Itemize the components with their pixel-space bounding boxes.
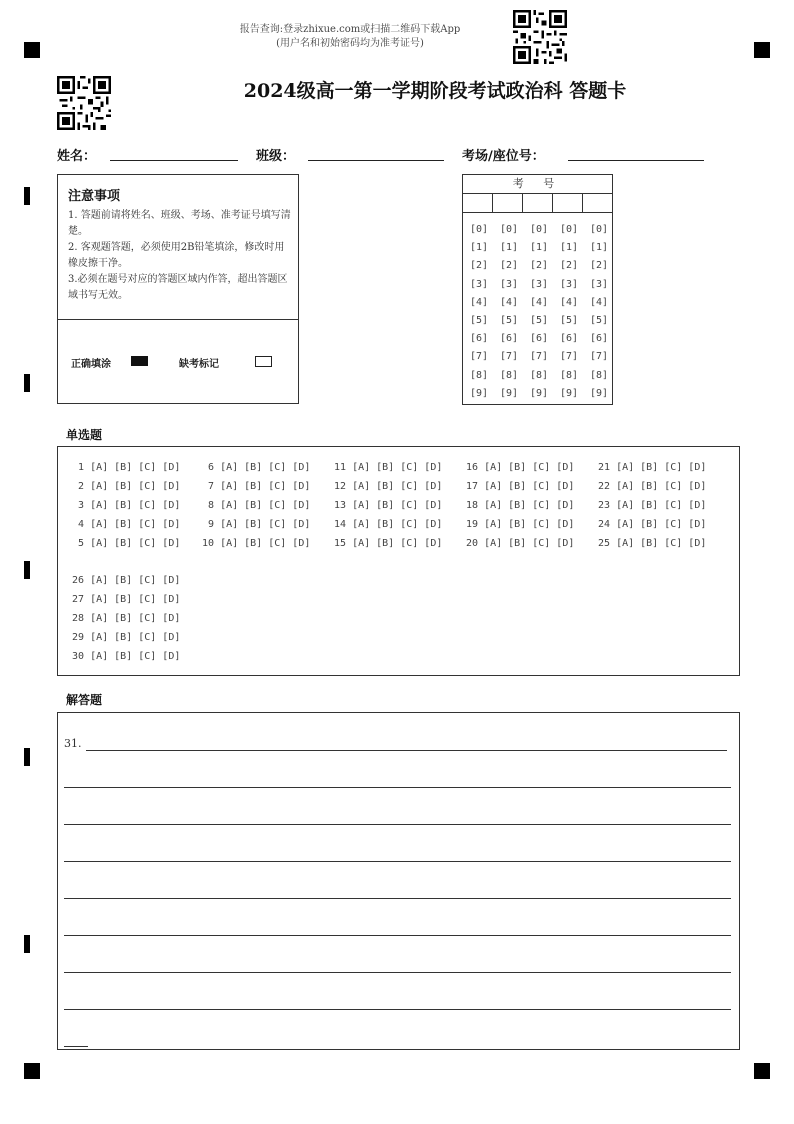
question-item[interactable]: [72, 575, 180, 587]
question-item[interactable]: [202, 481, 310, 493]
notice-item: 2. 客观题答题，必须使用2B铅笔填涂，修改时用橡皮擦干净。: [68, 242, 285, 269]
exam-id-bubble[interactable]: [7]: [589, 351, 609, 363]
exam-id-bubble[interactable]: [5]: [499, 315, 519, 327]
exam-id-bubble[interactable]: [1]: [559, 242, 579, 254]
answer-options[interactable]: [A] [B] [C] [D]: [616, 481, 707, 492]
exam-id-bubble[interactable]: [3]: [559, 278, 579, 290]
question-number: 15: [334, 538, 353, 549]
question-item[interactable]: [202, 462, 310, 474]
question-number: 23: [598, 500, 617, 511]
report-query-line1: 报告查询:登录zhixue.com或扫描二维码下载App: [239, 24, 461, 35]
exam-id-bubble[interactable]: [0]: [559, 224, 579, 235]
answer-options[interactable]: [A] [B] [C] [D]: [352, 500, 443, 511]
answer-options[interactable]: [A] [B] [C] [D]: [90, 538, 181, 549]
answer-options[interactable]: [A] [B] [C] [D]: [616, 538, 707, 549]
notice-title: 注意事项: [68, 189, 121, 204]
question-item[interactable]: [466, 538, 574, 550]
exam-id-bubble[interactable]: [3]: [589, 278, 609, 290]
timing-mark: [24, 561, 30, 579]
exam-id-bubble[interactable]: [6]: [469, 333, 489, 345]
exam-id-bubble[interactable]: [7]: [499, 351, 519, 363]
exam-id-bubble[interactable]: [7]: [529, 351, 549, 363]
exam-id-cell[interactable]: [523, 194, 553, 212]
answer-options[interactable]: [A] [B] [C] [D]: [220, 462, 311, 473]
exam-id-cell[interactable]: [583, 194, 612, 212]
exam-id-bubble[interactable]: [4]: [499, 296, 519, 308]
answer-sheet-title: 2024级高一第一学期阶段考试政治科 答题卡: [243, 80, 627, 102]
answer-line[interactable]: [64, 935, 731, 936]
question-item[interactable]: [72, 500, 180, 512]
exam-id-bubble[interactable]: [8]: [529, 369, 549, 381]
question-item[interactable]: [202, 538, 310, 550]
exam-id-bubble[interactable]: [9]: [499, 387, 519, 399]
question-item[interactable]: [72, 651, 180, 663]
answer-options[interactable]: [A] [B] [C] [D]: [484, 519, 575, 530]
answer-options[interactable]: [A] [B] [C] [D]: [90, 594, 181, 605]
exam-id-bubble[interactable]: [6]: [559, 333, 579, 345]
notice-box: [57, 174, 299, 404]
question-item[interactable]: [72, 481, 180, 493]
exam-id-bubble[interactable]: [3]: [469, 278, 489, 290]
exam-id-bubble[interactable]: [0]: [499, 224, 519, 235]
exam-id-bubble[interactable]: [0]: [529, 224, 549, 235]
exam-id-bubble[interactable]: [5]: [589, 315, 609, 327]
answer-options[interactable]: [A] [B] [C] [D]: [90, 632, 181, 643]
exam-id-bubble[interactable]: [6]: [589, 333, 609, 345]
single-choice-title: 单选题: [66, 428, 103, 442]
question-item[interactable]: [334, 519, 442, 531]
question-item[interactable]: [334, 481, 442, 493]
exam-id-bubble[interactable]: [2]: [589, 260, 609, 272]
question-number: 30: [72, 651, 91, 662]
question-number: 20: [466, 538, 485, 549]
exam-id-bubble[interactable]: [9]: [589, 387, 609, 399]
name-field[interactable]: [110, 160, 238, 161]
answer-line[interactable]: [64, 1046, 88, 1047]
question-number: 7: [202, 481, 221, 492]
question-item[interactable]: [72, 632, 180, 644]
exam-id-bubble[interactable]: [8]: [559, 369, 579, 381]
exam-id-bubble[interactable]: [9]: [529, 387, 549, 399]
report-query-note: [215, 23, 485, 51]
answer-options[interactable]: [A] [B] [C] [D]: [90, 481, 181, 492]
answer-options[interactable]: [A] [B] [C] [D]: [220, 538, 311, 549]
question-item[interactable]: [466, 519, 574, 531]
exam-id-bubble[interactable]: [0]: [589, 224, 609, 235]
answer-options[interactable]: [A] [B] [C] [D]: [352, 481, 443, 492]
exam-id-cell[interactable]: [463, 194, 493, 212]
question-number: 3: [72, 500, 91, 511]
exam-id-bubble[interactable]: [0]: [469, 224, 489, 235]
question-item[interactable]: [598, 500, 706, 512]
question-number: 16: [466, 462, 485, 473]
answer-options[interactable]: [A] [B] [C] [D]: [616, 462, 707, 473]
class-label: 班级：: [256, 149, 296, 164]
exam-id-title: 考 号: [463, 175, 612, 194]
answer-options[interactable]: [A] [B] [C] [D]: [352, 519, 443, 530]
question-number: 21: [598, 462, 617, 473]
question-number: 1: [72, 462, 91, 473]
exam-id-column: [587, 221, 611, 403]
question-item[interactable]: [72, 613, 180, 625]
timing-mark: [24, 187, 30, 205]
question-number: 26: [72, 575, 91, 586]
question-number: 6: [202, 462, 221, 473]
exam-id-bubble[interactable]: [4]: [589, 296, 609, 308]
notice-text: [68, 208, 292, 304]
timing-mark: [24, 748, 30, 766]
answer-options[interactable]: [A] [B] [C] [D]: [90, 575, 181, 586]
answer-line[interactable]: [64, 787, 731, 788]
question-item[interactable]: [598, 481, 706, 493]
single-choice-area: [57, 446, 740, 676]
answer-line[interactable]: [64, 824, 731, 825]
exam-id-bubble[interactable]: [8]: [469, 369, 489, 381]
answer-options[interactable]: [A] [B] [C] [D]: [90, 651, 181, 662]
question-number: 22: [598, 481, 617, 492]
answer-line[interactable]: [64, 898, 731, 899]
question-item[interactable]: [72, 594, 180, 606]
exam-id-bubble[interactable]: [1]: [529, 242, 549, 254]
answer-options[interactable]: [A] [B] [C] [D]: [352, 462, 443, 473]
answer-options[interactable]: [A] [B] [C] [D]: [220, 481, 311, 492]
exam-id-bubble[interactable]: [9]: [559, 387, 579, 399]
question-item[interactable]: [202, 500, 310, 512]
notice-item: 1. 答题前请将姓名、班级、考场、准考证号填写清楚。: [68, 210, 291, 237]
question-item[interactable]: [598, 538, 706, 550]
question-number: 5: [72, 538, 91, 549]
answer-line[interactable]: [64, 972, 731, 973]
notice-item: 3.必须在题号对应的答题区域内作答，超出答题区域书写无效。: [68, 274, 288, 301]
exam-id-bubble[interactable]: [5]: [529, 315, 549, 327]
class-field[interactable]: [308, 160, 444, 161]
registration-mark-top-right: [754, 42, 770, 58]
exam-id-write-cells: [463, 194, 612, 213]
question-item[interactable]: [334, 538, 442, 550]
question-number: 19: [466, 519, 485, 530]
correct-fill-sample: [131, 356, 148, 366]
exam-id-bubble[interactable]: [6]: [529, 333, 549, 345]
answer-options[interactable]: [A] [B] [C] [D]: [90, 519, 181, 530]
exam-id-column: [527, 221, 551, 403]
exam-id-bubble[interactable]: [7]: [559, 351, 579, 363]
exam-id-column: [497, 221, 521, 403]
exam-id-bubble[interactable]: [1]: [499, 242, 519, 254]
exam-id-column: [467, 221, 491, 403]
answer-line[interactable]: [86, 750, 727, 751]
question-item[interactable]: [334, 500, 442, 512]
question-number: 14: [334, 519, 353, 530]
absent-mark-checkbox[interactable]: [255, 356, 272, 367]
exam-id-bubble[interactable]: [2]: [559, 260, 579, 272]
exam-id-cell[interactable]: [553, 194, 583, 212]
exam-id-bubble[interactable]: [3]: [529, 278, 549, 290]
question-number: 10: [202, 538, 221, 549]
answer-options[interactable]: [A] [B] [C] [D]: [90, 462, 181, 473]
question-number: 17: [466, 481, 485, 492]
question-item[interactable]: [598, 519, 706, 531]
exam-id-bubble[interactable]: [9]: [469, 387, 489, 399]
exam-id-bubble[interactable]: [4]: [469, 296, 489, 308]
app-download-qr-code: [513, 10, 567, 64]
question-number: 18: [466, 500, 485, 511]
exam-id-column: [557, 221, 581, 403]
question-number: 25: [598, 538, 617, 549]
question-number: 11: [334, 462, 353, 473]
answer-section-title: 解答题: [66, 693, 103, 707]
report-query-line2: (用户名和初始密码均为准考证号): [276, 38, 424, 49]
answer-options[interactable]: [A] [B] [C] [D]: [352, 538, 443, 549]
question-number: 4: [72, 519, 91, 530]
divider: [58, 319, 298, 320]
question-item[interactable]: [598, 462, 706, 474]
exam-id-grid: [462, 174, 613, 405]
answer-options[interactable]: [A] [B] [C] [D]: [484, 462, 575, 473]
exam-id-bubble[interactable]: [2]: [529, 260, 549, 272]
answer-line[interactable]: [64, 1009, 731, 1010]
question-number: 2: [72, 481, 91, 492]
question-number: 13: [334, 500, 353, 511]
question-number: 31.: [64, 737, 82, 750]
exam-id-bubble[interactable]: [5]: [469, 315, 489, 327]
question-number: 9: [202, 519, 221, 530]
answer-options[interactable]: [A] [B] [C] [D]: [484, 500, 575, 511]
absent-mark-label: 缺考标记: [179, 359, 219, 370]
answer-options[interactable]: [A] [B] [C] [D]: [484, 538, 575, 549]
question-number: 24: [598, 519, 617, 530]
question-item[interactable]: [72, 538, 180, 550]
student-qr-code: [57, 76, 111, 130]
answer-options[interactable]: [A] [B] [C] [D]: [616, 519, 707, 530]
question-item[interactable]: [466, 481, 574, 493]
timing-mark: [24, 935, 30, 953]
exam-id-bubble[interactable]: [8]: [589, 369, 609, 381]
question-item[interactable]: [466, 462, 574, 474]
room-seat-label: 考场/座位号：: [462, 149, 545, 164]
question-item[interactable]: [72, 519, 180, 531]
exam-id-bubble[interactable]: [2]: [469, 260, 489, 272]
answer-options[interactable]: [A] [B] [C] [D]: [90, 613, 181, 624]
question-number: 12: [334, 481, 353, 492]
exam-id-bubble[interactable]: [1]: [469, 242, 489, 254]
registration-mark-bottom-left: [24, 1063, 40, 1079]
answer-options[interactable]: [A] [B] [C] [D]: [90, 500, 181, 511]
question-item[interactable]: [202, 519, 310, 531]
answer-options[interactable]: [A] [B] [C] [D]: [220, 500, 311, 511]
answer-options[interactable]: [A] [B] [C] [D]: [616, 500, 707, 511]
question-number: 28: [72, 613, 91, 624]
exam-id-bubble[interactable]: [6]: [499, 333, 519, 345]
exam-id-bubble[interactable]: [1]: [589, 242, 609, 254]
exam-id-bubble[interactable]: [4]: [559, 296, 579, 308]
question-item[interactable]: [334, 462, 442, 474]
correct-fill-label: 正确填涂: [71, 359, 111, 370]
answer-area: [57, 712, 740, 1050]
registration-mark-bottom-right: [754, 1063, 770, 1079]
exam-id-bubble[interactable]: [8]: [499, 369, 519, 381]
registration-mark-top-left: [24, 42, 40, 58]
answer-line[interactable]: [64, 861, 731, 862]
exam-id-bubble[interactable]: [4]: [529, 296, 549, 308]
question-item[interactable]: [72, 462, 180, 474]
question-number: 8: [202, 500, 221, 511]
exam-id-bubble[interactable]: [5]: [559, 315, 579, 327]
room-seat-field[interactable]: [568, 160, 704, 161]
exam-id-bubble[interactable]: [7]: [469, 351, 489, 363]
exam-id-cell[interactable]: [493, 194, 523, 212]
question-number: 29: [72, 632, 91, 643]
timing-mark: [24, 374, 30, 392]
exam-id-bubble[interactable]: [3]: [499, 278, 519, 290]
answer-options[interactable]: [A] [B] [C] [D]: [220, 519, 311, 530]
name-label: 姓名：: [57, 149, 97, 164]
answer-options[interactable]: [A] [B] [C] [D]: [484, 481, 575, 492]
exam-id-bubble[interactable]: [2]: [499, 260, 519, 272]
question-number: 27: [72, 594, 91, 605]
question-item[interactable]: [466, 500, 574, 512]
